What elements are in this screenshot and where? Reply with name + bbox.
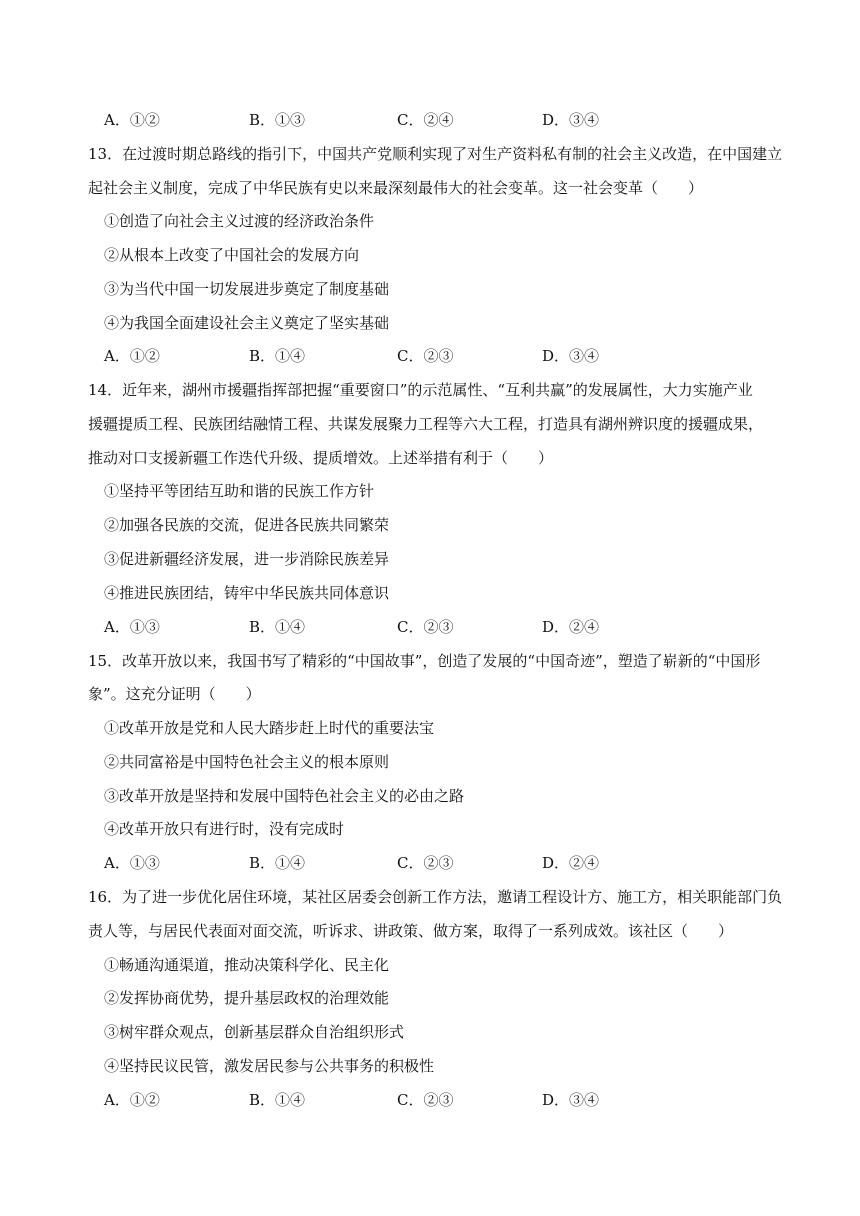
choice-d[interactable]: D．②④ <box>542 854 600 872</box>
option-statement: ④推进民族团结，铸牢中华民族共同体意识 <box>104 584 390 602</box>
choice-b[interactable]: B．①③ <box>249 111 306 129</box>
option-statement: ③树牢群众观点，创新基层群众自治组织形式 <box>104 1023 405 1041</box>
question-stem-line: 16．为了进一步优化居住环境，某社区居委会创新工作方法，邀请工程设计方、施工方，相关职能部门负 <box>88 888 783 906</box>
option-statement: ①创造了向社会主义过渡的经济政治条件 <box>104 212 375 230</box>
choice-c[interactable]: C．②③ <box>397 854 454 872</box>
option-statement: ④坚持民议民管，激发居民参与公共事务的积极性 <box>104 1057 435 1075</box>
choice-b[interactable]: B．①④ <box>249 347 306 365</box>
choice-d[interactable]: D．③④ <box>542 111 600 129</box>
option-statement: ①坚持平等团结互助和谐的民族工作方针 <box>104 482 375 500</box>
question-stem-line: 起社会主义制度，完成了中华民族有史以来最深刻最伟大的社会变革。这一社会变革（ ） <box>88 179 704 197</box>
choice-b[interactable]: B．①④ <box>249 1091 306 1109</box>
option-statement: ①畅通沟通渠道，推动决策科学化、民主化 <box>104 956 390 974</box>
option-statement: ③改革开放是坚持和发展中国特色社会主义的必由之路 <box>104 787 465 805</box>
option-statement: ④改革开放只有进行时，没有完成时 <box>104 820 345 838</box>
option-statement: ②从根本上改变了中国社会的发展方向 <box>104 246 360 264</box>
option-statement: ③促进新疆经济发展，进一步消除民族差异 <box>104 550 390 568</box>
choice-c[interactable]: C．②③ <box>397 1091 454 1109</box>
choice-b[interactable]: B．①④ <box>249 854 306 872</box>
option-statement: ④为我国全面建设社会主义奠定了坚实基础 <box>104 314 390 332</box>
choice-b[interactable]: B．①④ <box>249 618 306 636</box>
choice-a[interactable]: A．①③ <box>104 618 160 636</box>
question-stem-line: 象”。这充分证明（ ） <box>88 685 261 703</box>
choice-a[interactable]: A．①② <box>104 111 160 129</box>
question-stem-line: 援疆提质工程、民族团结融情工程、共谋发展聚力工程等六大工程，打造具有湖州辨识度的援疆成果， <box>88 415 764 433</box>
question-stem-line: 责人等，与居民代表面对面交流，听诉求、讲政策、做方案，取得了一系列成效。该社区（ ） <box>88 922 734 940</box>
option-statement: ①改革开放是党和人民大踏步赶上时代的重要法宝 <box>104 719 435 737</box>
choice-a[interactable]: A．①② <box>104 347 160 365</box>
choice-c[interactable]: C．②③ <box>397 618 454 636</box>
choice-d[interactable]: D．③④ <box>542 1091 600 1109</box>
question-stem-line: 推动对口支援新疆工作迭代升级、提质增效。上述举措有利于（ ） <box>88 449 554 467</box>
choice-c[interactable]: C．②④ <box>397 111 454 129</box>
question-stem-line: 13．在过渡时期总路线的指引下，中国共产党顺利实现了对生产资料私有制的社会主义改造，在中国建立 <box>88 145 783 163</box>
option-statement: ②共同富裕是中国特色社会主义的根本原则 <box>104 753 390 771</box>
choice-c[interactable]: C．②③ <box>397 347 454 365</box>
question-stem-line: 15．改革开放以来，我国书写了精彩的“中国故事”，创造了发展的“中国奇迹”，塑造了崭新的“中国形 <box>88 652 761 670</box>
question-stem-line: 14．近年来，湖州市援疆指挥部把握“重要窗口”的示范属性、“互利共赢”的发展属性，大力实施产业 <box>88 381 753 399</box>
choice-d[interactable]: D．③④ <box>542 347 600 365</box>
choice-d[interactable]: D．②④ <box>542 618 600 636</box>
option-statement: ②加强各民族的交流，促进各民族共同繁荣 <box>104 516 390 534</box>
choice-a[interactable]: A．①② <box>104 1091 160 1109</box>
choice-a[interactable]: A．①③ <box>104 854 160 872</box>
option-statement: ③为当代中国一切发展进步奠定了制度基础 <box>104 280 390 298</box>
option-statement: ②发挥协商优势，提升基层政权的治理效能 <box>104 989 390 1007</box>
